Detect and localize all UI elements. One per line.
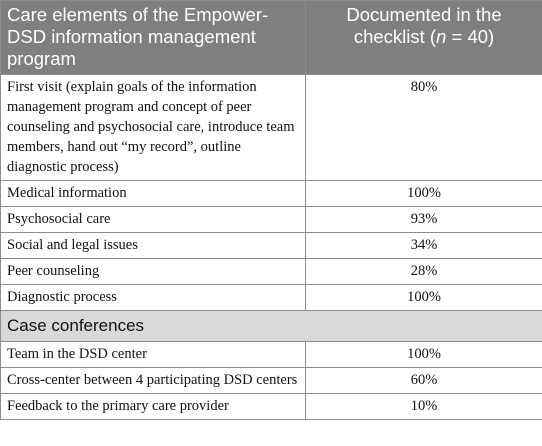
table-row — [1, 75, 542, 181]
table-row — [1, 207, 542, 233]
row-label: Medical information — [1, 181, 306, 207]
header-row — [1, 1, 542, 75]
row-value: 10% — [306, 394, 542, 420]
row-label: First visit (explain goals of the information management program and concept of peer counseling and psychosocial care, introduce team members, hand out “my record”, outline diagnostic process) — [1, 75, 306, 181]
row-value: 28% — [306, 259, 542, 285]
row-value: 60% — [306, 368, 542, 394]
row-label: Feedback to the primary care provider — [1, 394, 306, 420]
table-row — [1, 368, 542, 394]
section-row — [1, 311, 542, 342]
table-row — [1, 285, 542, 311]
section-title: Case conferences — [1, 311, 542, 342]
row-value: 100% — [306, 285, 542, 311]
table-row — [1, 233, 542, 259]
header-care-elements: Care elements of the Empower-DSD information management program — [1, 1, 306, 75]
header-documented — [306, 1, 542, 75]
row-value: 100% — [306, 342, 542, 368]
row-value: 100% — [306, 181, 542, 207]
row-label: Diagnostic process — [1, 285, 306, 311]
row-label: Social and legal issues — [1, 233, 306, 259]
row-label: Psychosocial care — [1, 207, 306, 233]
table-row — [1, 259, 542, 285]
row-value: 80% — [306, 75, 542, 181]
header-n: n — [436, 26, 447, 47]
row-label: Team in the DSD center — [1, 342, 306, 368]
table-row — [1, 181, 542, 207]
row-label: Peer counseling — [1, 259, 306, 285]
table-row — [1, 394, 542, 420]
row-label: Cross-center between 4 participating DSD centers — [1, 368, 306, 394]
header-documented-count: = 40) — [446, 26, 495, 47]
table-row — [1, 342, 542, 368]
row-value: 93% — [306, 207, 542, 233]
header-documented-text: Documented in the checklist ( — [346, 4, 502, 47]
row-value: 34% — [306, 233, 542, 259]
